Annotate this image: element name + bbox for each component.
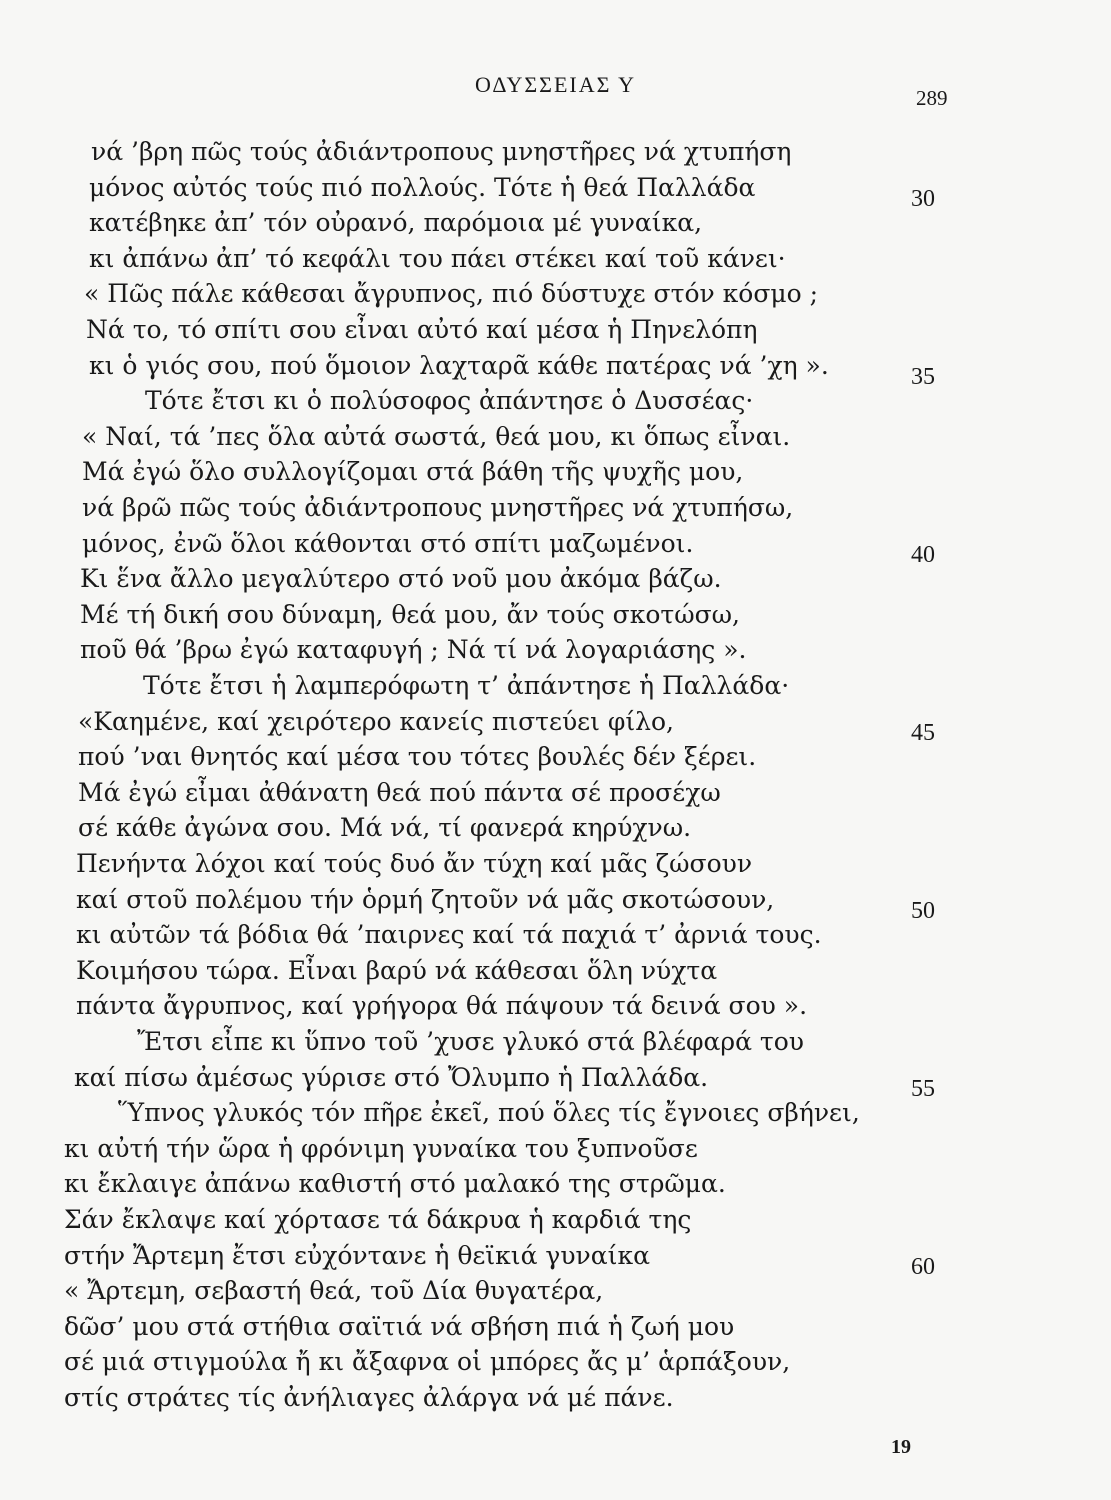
verse-line: κι ἀπάνω ἀπ’ τό κεφάλι του πάει στέκει καί τοῦ κάνει· (89, 243, 786, 273)
verse-line: κατέβηκε ἀπ’ τόν οὐρανό, παρόμοια μέ γυναίκα, (89, 208, 703, 238)
verse-line: Μά ἐγώ εἶμαι ἀθάνατη θεά πού πάντα σέ προσέχω (78, 777, 721, 807)
line-number: 40 (911, 541, 935, 568)
verse-line: κι ὁ γιός σου, πού ὅμοιον λαχταρᾶ κάθε πατέρας νά ’χη ». (89, 350, 829, 380)
verse-line: στήν Ἄρτεμη ἔτσι εὐχόντανε ἡ θεϊκιά γυναίκα (64, 1240, 650, 1270)
verse-line: « Ναί, τά ’πες ὅλα αὐτά σωστά, θεά μου, κι ὅπως εἶναι. (82, 421, 791, 451)
verse-line: « Πῶς πάλε κάθεσαι ἄγρυπνος, πιό δύστυχε στόν κόσμο ; (84, 279, 819, 309)
line-number: 35 (911, 363, 935, 390)
verse-line: μόνος, ἐνῶ ὅλοι κάθονται στό σπίτι μαζωμένοι. (82, 528, 694, 558)
verse-line: Τότε ἔτσι ἡ λαμπερόφωτη τ’ ἀπάντησε ἡ Παλλάδα· (143, 671, 790, 700)
line-number: 55 (911, 1075, 935, 1102)
verse-line: νά ’βρη πῶς τούς ἀδιάντροπους μνηστῆρες νά χτυπήση (91, 137, 792, 166)
line-number: 50 (911, 897, 935, 924)
verse-line: «Καημένε, καί χειρότερο κανείς πιστεύει φίλο, (78, 706, 674, 736)
line-number: 30 (911, 185, 935, 212)
signature-mark: 19 (891, 1436, 911, 1458)
verse-line: καί πίσω ἀμέσως γύρισε στό Ὄλυμπο ἡ Παλλάδα. (74, 1062, 709, 1092)
verse-line: Μά ἐγώ ὅλο συλλογίζομαι στά βάθη τῆς ψυχῆς μου, (82, 457, 744, 487)
verse-line: σέ μιά στιγμούλα ἤ κι ἄξαφνα οἱ μπόρες ἄς μ’ ἁρπάξουν, (64, 1347, 791, 1377)
verse-line: νά βρῶ πῶς τούς ἀδιάντροπους μνηστῆρες νά χτυπήσω, (82, 493, 794, 522)
verse-line: στίς στράτες τίς ἀνήλιαγες ἀλάργα νά μέ πάνε. (64, 1383, 674, 1412)
verse-line: δῶσ’ μου στά στήθια σαϊτιά νά σβήση πιά ἡ ζωή μου (64, 1311, 735, 1341)
verse-line: Κι ἕνα ἄλλο μεγαλύτερο στό νοῦ μου ἀκόμα βάζω. (80, 564, 722, 594)
verse-line: Τότε ἔτσι κι ὁ πολύσοφος ἀπάντησε ὁ Δυσσέας· (145, 386, 754, 416)
verse-line: καί στοῦ πολέμου τήν ὁρμή ζητοῦν νά μᾶς σκοτώσουν, (76, 884, 775, 914)
page-number: 289 (916, 86, 948, 110)
verse-line: κι αὐτῶν τά βόδια θά ’παιρνες καί τά παχιά τ’ ἀρνιά τους. (76, 920, 822, 950)
verse-line: Νά το, τό σπίτι σου εἶναι αὐτό καί μέσα ἡ Πηνελόπη (86, 315, 758, 344)
verse-line: « Ἄρτεμη, σεβαστή θεά, τοῦ Δία θυγατέρα, (64, 1276, 604, 1306)
verse-line: πού ’ναι θνητός καί μέσα του τότες βουλές δέν ξέρει. (78, 742, 757, 772)
line-number: 60 (911, 1253, 935, 1280)
verse-line: πάντα ἄγρυπνος, καί γρήγορα θά πάψουν τά δεινά σου ». (76, 991, 808, 1021)
verse-line: Ὕπνος γλυκός τόν πῆρε ἐκεῖ, πού ὅλες τίς ἔγνοιες σβήνει, (118, 1098, 860, 1128)
verse-line: Μέ τή δική σου δύναμη, θεά μου, ἄν τούς σκοτώσω, (80, 599, 740, 629)
verse-line: Σάν ἔκλαψε καί χόρτασε τά δάκρυα ἡ καρδιά της (64, 1205, 692, 1234)
verse-line: κι ἔκλαιγε ἀπάνω καθιστή στό μαλακό της στρῶμα. (64, 1169, 726, 1199)
verse-line: μόνος αὐτός τούς πιό πολλούς. Τότε ἡ θεά Παλλάδα (89, 172, 756, 202)
verse-line: σέ κάθε ἀγώνα σου. Μά νά, τί φανερά κηρύχνω. (78, 813, 692, 843)
running-title: ΟΔΥΣΣΕΙΑΣ Υ (475, 72, 636, 97)
line-number: 45 (911, 719, 935, 746)
verse-line: ποῦ θά ’βρω ἐγώ καταφυγή ; Νά τί νά λογαριάσης ». (80, 635, 747, 665)
verse-line: Κοιμήσου τώρα. Εἶναι βαρύ νά κάθεσαι ὅλη νύχτα (76, 955, 718, 985)
verse-line: Ἔτσι εἶπε κι ὕπνο τοῦ ’χυσε γλυκό στά βλέφαρά του (137, 1027, 804, 1056)
verse-line: Πενήντα λόχοι καί τούς δυό ἄν τύχη καί μᾶς ζώσουν (76, 849, 753, 878)
verse-line: κι αὐτή τήν ὥρα ἡ φρόνιμη γυναίκα του ξυπνοῦσε (64, 1133, 698, 1163)
